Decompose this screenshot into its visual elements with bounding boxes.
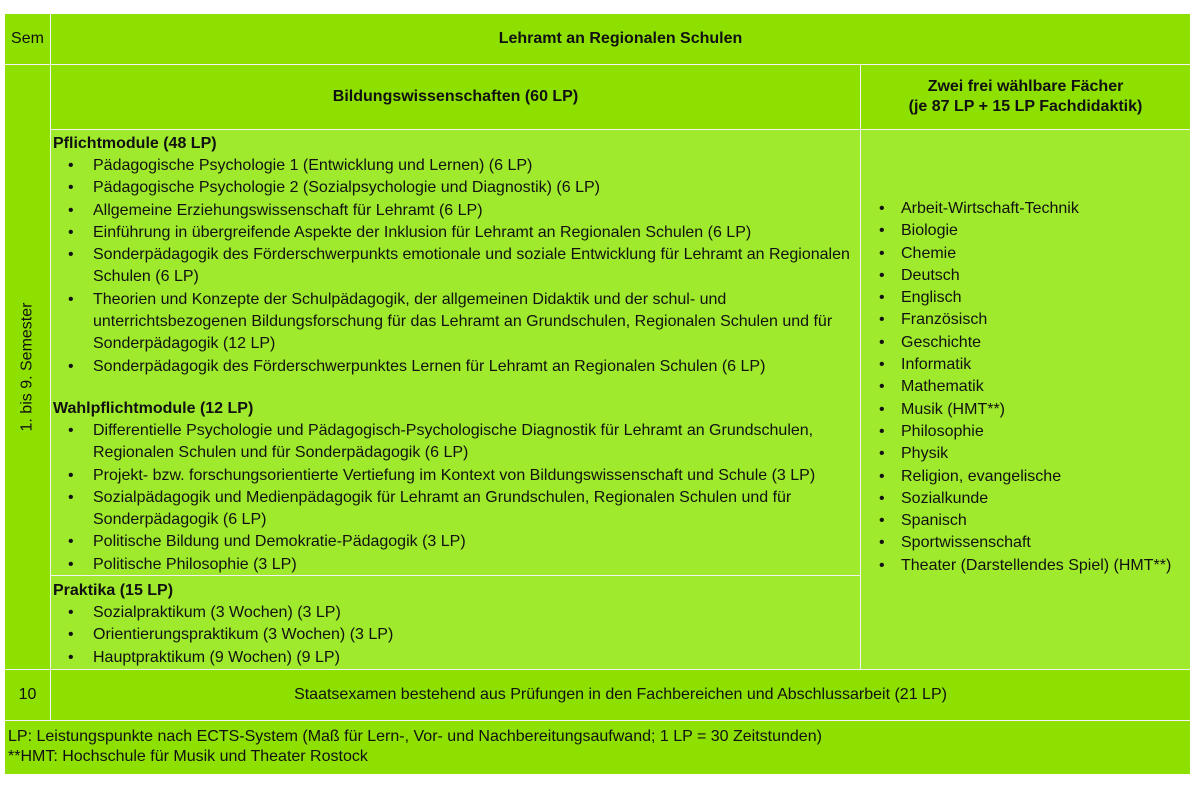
semester-cell [5,65,50,669]
footnote-cell [5,721,1190,774]
list-item: • Politische Bildung und Demokratie-Pädagogik (3 LP) [53,531,858,553]
list-item: • Deutsch [861,265,1171,287]
list-item: • Pädagogische Psychologie 2 (Sozialpsychologie und Diagnostik) (6 LP) [53,177,858,199]
grid-line [51,575,860,576]
sem-10-cell [5,670,50,720]
footnote-hmt: **HMT: Hochschule für Musik und Theater Rostock [8,748,368,765]
list-item: • Chemie [861,243,1171,265]
grid-line [51,129,1190,130]
curriculum-table [5,14,1190,774]
list-item: • Geschichte [861,332,1171,354]
faecher-cell [861,130,1190,669]
wahlpflichtmodule-title: Wahlpflichtmodule (12 LP) [53,399,254,417]
list-item: • Arbeit-Wirtschaft-Technik [861,198,1171,220]
list-item: • Sozialpädagogik und Medienpädagogik für Lehramt an Grundschulen, Regionalen Schulen und für Sonderpädagogik (6 LP) [53,487,858,532]
list-item: • Sozialkunde [861,488,1171,510]
grid-line [5,64,1190,65]
grid-line [5,720,1190,721]
faecher-title-line2: (je 87 LP + 15 LP Fachdidaktik) [908,98,1143,115]
list-item: • Orientierungspraktikum (3 Wochen) (3 LP) [53,624,858,646]
bildungswissenschaften-title: Bildungswissenschaften (60 LP) [332,88,579,105]
list-item: • Mathematik [861,376,1171,398]
sem-header-cell [5,14,50,64]
list-item: • Politische Philosophie (3 LP) [53,554,858,576]
list-item: • Informatik [861,354,1171,376]
list-item: • Pädagogische Psychologie 1 (Entwicklung und Lernen) (6 LP) [53,155,858,177]
list-item: • Religion, evangelische [861,466,1171,488]
list-item: • Englisch [861,287,1171,309]
praktika-list [53,602,858,669]
wahlpflichtmodule-list [53,420,858,576]
pflichtmodule-list [53,155,858,378]
list-item: • Hauptpraktikum (9 Wochen) (9 LP) [53,647,858,669]
list-item: • Philosophie [861,421,1171,443]
praktika-title: Praktika (15 LP) [53,582,174,599]
faecher-title-line1: Zwei frei wählbare Fächer [927,78,1124,95]
faecher-list [861,198,1171,577]
program-title: Lehramt an Regionalen Schulen [498,30,743,47]
sem-10-label: 10 [18,686,37,703]
sem-header-label: Sem [11,30,44,47]
list-item: • Französisch [861,309,1171,331]
praktika-cell [51,576,860,669]
list-item: • Physik [861,443,1171,465]
program-title-cell [51,14,1190,64]
bildungswissenschaften-header [51,65,860,129]
footnote-lp: LP: Leistungspunkte nach ECTS-System (Maß für Lern-, Vor- und Nachbereitungsaufwand; 1 LP = 30 Zeitstunden) [8,728,822,745]
list-item: • Differentielle Psychologie und Pädagogisch-Psychologische Diagnostik für Lehramt an Grundschulen, Regionalen Schulen und für Sonderpädagogik (6 LP) [53,420,858,465]
list-item: • Musik (HMT**) [861,399,1171,421]
faecher-header [861,65,1190,129]
grid-line [5,669,1190,670]
list-item: • Biologie [861,220,1171,242]
list-item: • Spanisch [861,510,1171,532]
module-cell [51,130,860,575]
list-item: • Theorien und Konzepte der Schulpädagogik, der allgemeinen Didaktik und der schul- und unterrichtsbezogenen Bildungsforschung für das Lehramt an Grundschulen, Regionalen Schulen und für Sonderpädagogik (12 LP) [53,289,858,356]
list-item: • Sozialpraktikum (3 Wochen) (3 LP) [53,602,858,624]
staatsexamen-cell [51,670,1190,720]
list-item: • Projekt- bzw. forschungsorientierte Vertiefung im Kontext von Bildungswissenschaft und Schule (3 LP) [53,465,858,487]
staatsexamen-text: Staatsexamen bestehend aus Prüfungen in den Fachbereichen und Abschlussarbeit (21 LP) [294,686,947,703]
list-item: • Einführung in übergreifende Aspekte der Inklusion für Lehramt an Regionalen Schulen (6 LP) [53,222,858,244]
list-item: • Sonderpädagogik des Förderschwerpunktes Lernen für Lehramt an Regionalen Schulen (6 LP) [53,356,858,378]
list-item: • Sportwissenschaft [861,532,1171,554]
semester-label: 1. bis 9. Semester [18,302,36,432]
grid-line [50,14,51,720]
grid-line [860,65,861,669]
list-item: • Sonderpädagogik des Förderschwerpunkts emotionale und soziale Entwicklung für Lehramt an Regionalen Schulen (6 LP) [53,244,858,289]
list-item: • Theater (Darstellendes Spiel) (HMT**) [861,555,1171,577]
pflichtmodule-title: Pflichtmodule (48 LP) [53,135,217,152]
list-item: • Allgemeine Erziehungswissenschaft für Lehramt (6 LP) [53,200,858,222]
